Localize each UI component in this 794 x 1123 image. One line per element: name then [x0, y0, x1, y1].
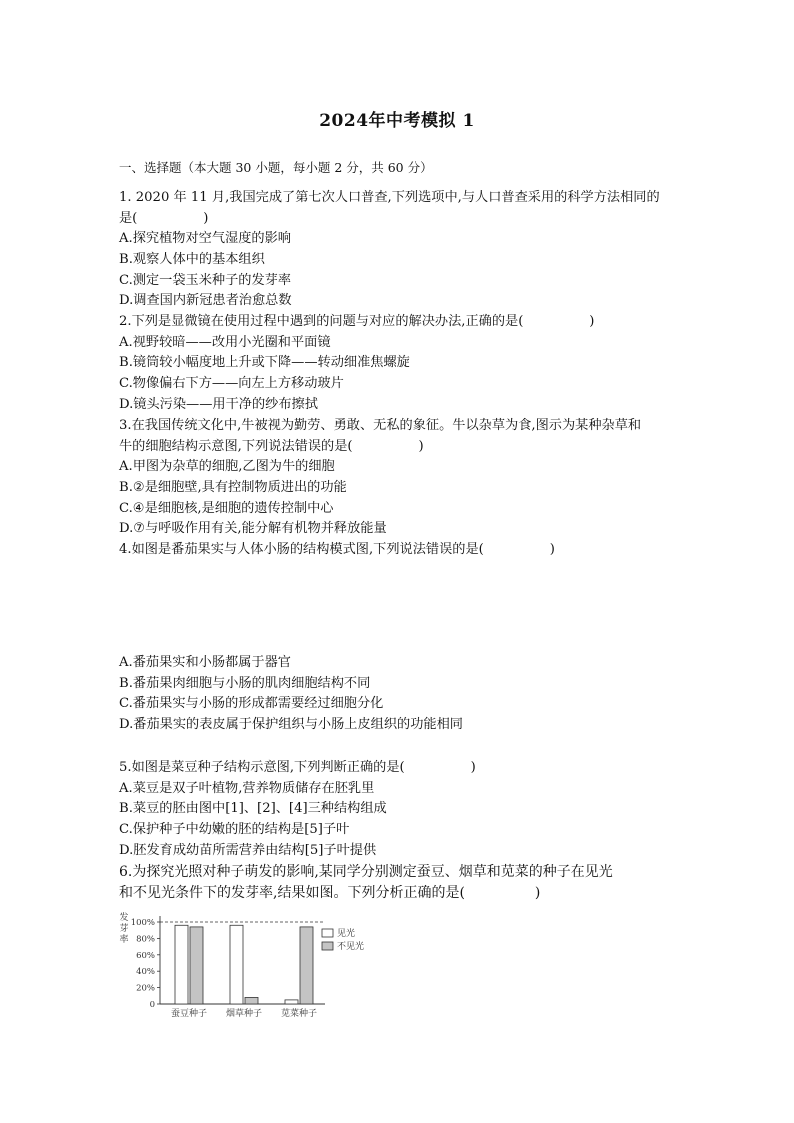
option-a: A.菜豆是双子叶植物,营养物质储存在胚乳里	[119, 780, 375, 796]
y-axis-label-char: 发	[119, 913, 129, 923]
option-b: B.番茄果肉细胞与小肠的肌肉细胞结构不同	[119, 675, 371, 691]
y-axis-label-char: 芽	[119, 924, 129, 934]
option-b: B.②是细胞壁,具有控制物质进出的功能	[119, 480, 347, 496]
option-a: A.探究植物对空气湿度的影响	[119, 231, 291, 247]
section-heading: 一、选择题（本大题 30 小题，每小题 2 分，共 60 分）	[119, 160, 433, 175]
question-stem: 6.为探究光照对种子萌发的影响,某同学分别测定蚕豆、烟草和苋菜的种子在见光	[119, 864, 613, 880]
question-4	[119, 540, 679, 561]
y-tick-label: 20%	[136, 983, 155, 994]
option-d: D.⑦与呼吸作用有关,能分解有机物并释放能量	[119, 521, 387, 537]
x-category-label: 蚕豆种子	[170, 1009, 208, 1019]
bar-dark	[300, 927, 313, 1004]
question-stem: 5.如图是菜豆种子结构示意图,下列判断正确的是( )	[119, 760, 476, 775]
bar-light	[285, 1000, 298, 1004]
option-b: B.观察人体中的基本组织	[119, 252, 265, 268]
y-tick-label: 100%	[130, 918, 155, 928]
question-stem: 1. 2020 年 11 月,我国完成了第七次人口普查,下列选项中,与人口普查采用的科学方法相同的	[119, 190, 660, 205]
option-c: C.物像偏右下方——向左上方移动玻片	[119, 376, 344, 392]
option-b: B.镜筒较小幅度地上升或下降——转动细准焦螺旋	[119, 355, 410, 371]
chart-svg	[112, 908, 382, 1026]
bar-light	[175, 925, 188, 1004]
exam-title: 2024年中考模拟 1	[319, 111, 475, 131]
question-2	[119, 312, 679, 415]
x-category-label: 苋菜种子	[280, 1009, 318, 1019]
y-tick-label: 0	[149, 1000, 155, 1010]
legend	[322, 927, 364, 952]
y-ticks	[131, 918, 160, 1010]
legend-swatch	[322, 929, 333, 937]
question-stem: 2.下列是显微镜在使用过程中遇到的问题与对应的解决办法,正确的是( )	[119, 314, 595, 329]
bars	[175, 925, 313, 1004]
y-tick-label: 80%	[136, 934, 155, 945]
y-tick-label: 60%	[136, 950, 155, 961]
bar-light	[230, 925, 243, 1004]
option-a: A.番茄果实和小肠都属于器官	[119, 655, 291, 670]
option-d: D.胚发育成幼苗所需营养由结构[5]子叶提供	[119, 842, 377, 858]
option-a: A.甲图为杂草的细胞,乙图为牛的细胞	[119, 459, 335, 475]
bar-dark	[190, 927, 203, 1004]
question-stem: 是( )	[119, 210, 209, 226]
legend-label: 不见光	[337, 942, 365, 952]
bar-dark	[245, 997, 258, 1004]
option-c: C.番茄果实与小肠的形成都需要经过细胞分化	[119, 696, 384, 712]
question-5	[119, 758, 679, 861]
option-c: C.④是细胞核,是细胞的遗传控制中心	[119, 500, 334, 516]
option-b: B.菜豆的胚由图中[1]、[2]、[4]三种结构组成	[119, 801, 387, 817]
germination-chart	[112, 908, 382, 1026]
x-category-label: 烟草种子	[225, 1009, 263, 1019]
question-stem: 和不见光条件下的发芽率,结果如图。下列分析正确的是( )	[119, 884, 541, 901]
question-6	[119, 862, 679, 903]
y-axis-label	[119, 911, 128, 945]
question-4-options	[119, 653, 679, 736]
y-tick-label: 40%	[136, 967, 155, 978]
question-1	[119, 188, 679, 312]
x-categories	[171, 1007, 317, 1019]
question-3	[119, 416, 679, 540]
question-stem: 3.在我国传统文化中,牛被视为勤劳、勇敢、无私的象征。牛以杂草为食,图示为某种杂草和	[119, 418, 642, 433]
question-stem: 牛的细胞结构示意图,下列说法错误的是( )	[119, 438, 424, 454]
option-c: C.测定一袋玉米种子的发芽率	[119, 272, 292, 288]
option-c: C.保护种子中幼嫩的胚的结构是[5]子叶	[119, 822, 350, 838]
option-d: D.镜头污染——用干净的纱布擦拭	[119, 396, 318, 412]
option-d: D.番茄果实的表皮属于保护组织与小肠上皮组织的功能相同	[119, 717, 463, 733]
option-d: D.调查国内新冠患者治愈总数	[119, 293, 292, 309]
legend-swatch	[322, 942, 333, 950]
y-axis-label-char: 率	[119, 935, 129, 945]
question-stem: 4.如图是番茄果实与人体小肠的结构模式图,下列说法错误的是( )	[119, 542, 555, 557]
legend-label: 见光	[337, 929, 356, 939]
option-a: A.视野较暗——改用小光圈和平面镜	[119, 334, 331, 350]
